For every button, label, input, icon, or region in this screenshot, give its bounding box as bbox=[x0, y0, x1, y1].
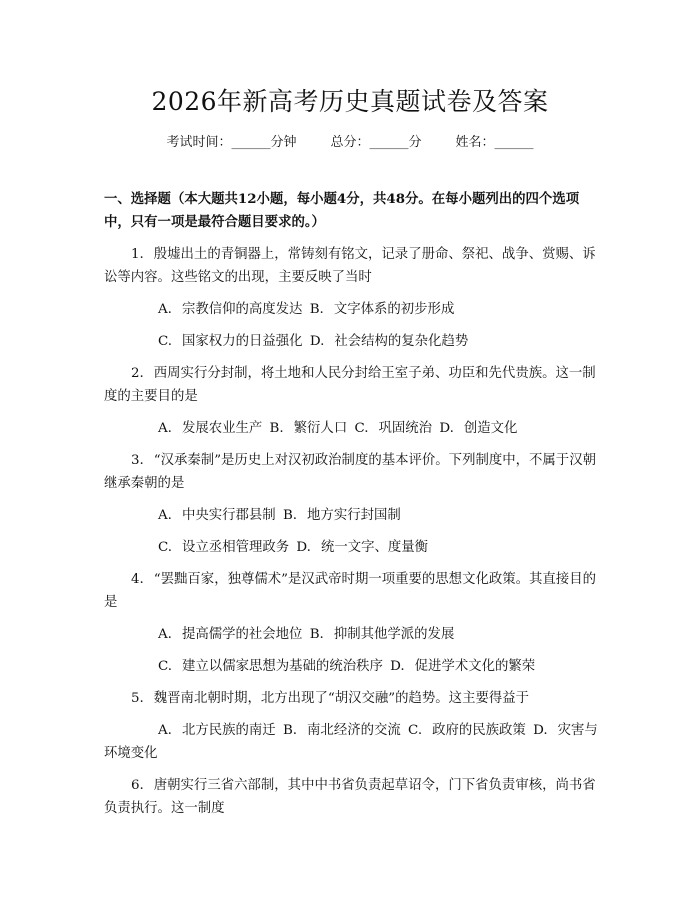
total-score-unit: 分 bbox=[408, 135, 422, 150]
option-a: A. 北方民族的南迁 bbox=[158, 723, 276, 738]
option-a: A. 宗教信仰的高度发达 bbox=[158, 302, 303, 317]
option-a: A. 提高儒学的社会地位 bbox=[158, 627, 303, 642]
option-c: C. 国家权力的日益强化 bbox=[158, 334, 303, 349]
exam-meta-line bbox=[0, 131, 700, 150]
question-5-options-row bbox=[104, 719, 599, 765]
question-4 bbox=[104, 568, 599, 614]
name-blank: ______ bbox=[494, 135, 534, 150]
question-1-options-row-1 bbox=[104, 298, 599, 321]
question-6 bbox=[104, 774, 599, 820]
option-d: D. 社会结构的复杂化趋势 bbox=[309, 334, 469, 349]
option-c: C. 巩固统治 bbox=[354, 421, 433, 436]
question-3 bbox=[104, 449, 599, 495]
option-d: D. 统一文字、度量衡 bbox=[296, 540, 429, 555]
question-stem: 魏晋南北朝时期，北方出现了“胡汉交融”的趋势。这主要得益于 bbox=[153, 691, 530, 706]
option-c: C. 设立丞相管理政务 bbox=[158, 540, 290, 555]
option-b: B. 地方实行封国制 bbox=[282, 508, 401, 523]
option-d: D. 创造文化 bbox=[439, 421, 518, 436]
question-number: 6. bbox=[131, 778, 144, 793]
option-d: D. 促进学术文化的繁荣 bbox=[390, 659, 536, 674]
question-3-options-row-2 bbox=[104, 536, 599, 559]
exam-content bbox=[104, 188, 599, 829]
option-b: B. 南北经济的交流 bbox=[282, 723, 401, 738]
question-4-options-row-2 bbox=[104, 655, 599, 678]
exam-time-unit: 分钟 bbox=[270, 135, 297, 150]
name-label: 姓名： bbox=[455, 135, 495, 150]
option-b: B. 抑制其他学派的发展 bbox=[309, 627, 455, 642]
question-number: 1. bbox=[131, 247, 144, 262]
exam-time-blank: ______ bbox=[231, 135, 271, 150]
question-4-options-row-1 bbox=[104, 623, 599, 646]
question-stem: “罢黜百家，独尊儒术”是汉武帝时期一项重要的思想文化政策。其直接目的是 bbox=[104, 572, 596, 610]
question-1-options-row-2 bbox=[104, 330, 599, 353]
option-b: B. 文字体系的初步形成 bbox=[309, 302, 455, 317]
option-a: A. 发展农业生产 bbox=[158, 421, 263, 436]
question-3-options-row-1 bbox=[104, 504, 599, 527]
question-2 bbox=[104, 362, 599, 408]
question-2-options-row bbox=[104, 417, 599, 440]
question-stem: “汉承秦制”是历史上对汉初政治制度的基本评价。下列制度中，不属于汉朝继承秦朝的是 bbox=[104, 453, 596, 491]
question-stem: 西周实行分封制，将土地和人民分封给王室子弟、功臣和先代贵族。这一制度的主要目的是 bbox=[104, 366, 596, 404]
option-d: D. 灾害与环境变化 bbox=[104, 723, 598, 761]
question-number: 2. bbox=[131, 366, 144, 381]
question-number: 4. bbox=[131, 572, 144, 587]
option-b: B. 繁衍人口 bbox=[269, 421, 348, 436]
page-title: 2026年新高考历史真题试卷及答案 bbox=[151, 87, 549, 116]
question-number: 5. bbox=[131, 691, 144, 706]
section-heading: 一、选择题（本大题共12小题，每小题4分，共48分。在每小题列出的四个选项中，只有一项是最符合题目要求的。） bbox=[104, 191, 580, 230]
exam-time-label: 考试时间： bbox=[166, 135, 232, 150]
question-number: 3. bbox=[131, 453, 144, 468]
option-c: C. 政府的民族政策 bbox=[408, 723, 526, 738]
question-stem: 唐朝实行三省六部制，其中中书省负责起草诏令，门下省负责审核，尚书省负责执行。这一制度 bbox=[104, 778, 596, 816]
question-1 bbox=[104, 243, 599, 289]
option-a: A. 中央实行郡县制 bbox=[158, 508, 276, 523]
total-score-blank: ______ bbox=[369, 135, 409, 150]
total-score-label: 总分： bbox=[330, 135, 370, 150]
option-c: C. 建立以儒家思想为基础的统治秩序 bbox=[158, 659, 383, 674]
question-5 bbox=[104, 687, 599, 710]
question-stem: 殷墟出土的青铜器上，常铸刻有铭文，记录了册命、祭祀、战争、赏赐、诉讼等内容。这些铭文的出现，主要反映了当时 bbox=[104, 247, 596, 285]
